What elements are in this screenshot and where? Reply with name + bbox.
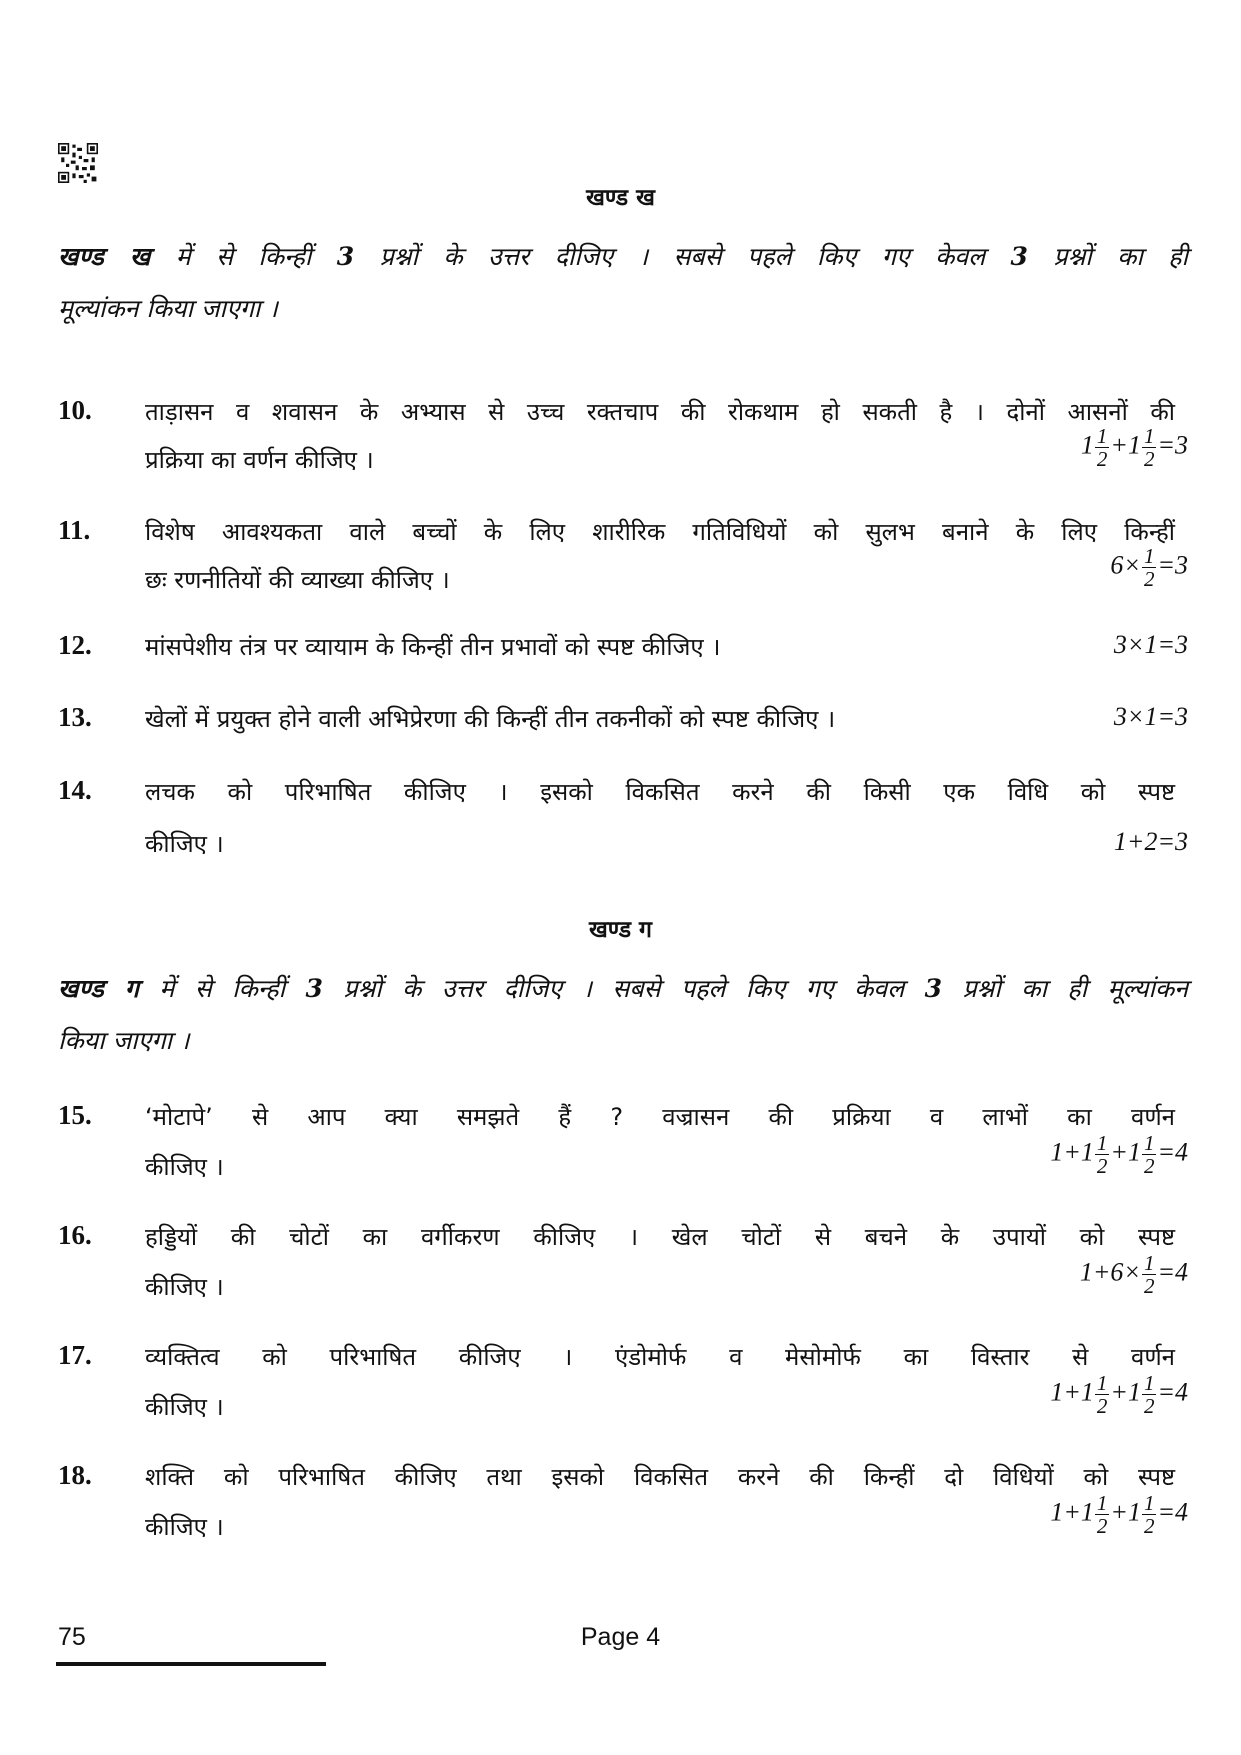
question-text-line1: खेलों में प्रयुक्त होने वाली अभिप्रेरणा की किन्हीं तीन तकनीकों को स्पष्ट कीजिए ।: [145, 705, 836, 733]
question-number: 18.: [58, 1460, 92, 1490]
question-text-line1: मांसपेशीय तंत्र पर व्यायाम के किन्हीं तीन प्रभावों को स्पष्ट कीजिए ।: [145, 633, 721, 661]
question-text-line1: ‘मोटापे’ से आप क्या समझते हैं ? वज्रासन की प्रक्रिया व लाभों का वर्णन: [145, 1103, 1175, 1131]
question-marks: 1 $\frac{1}{2}$ +1 $\frac{1}{2}$ =3: [1080, 424, 1188, 471]
question-marks: 1+2=3: [1113, 827, 1188, 856]
question-text-line1: हड्डियों की चोटों का वर्गीकरण कीजिए । खेल चोटों से बचने के उपायों को स्पष्ट: [145, 1223, 1175, 1251]
question-text-line2: कीजिए ।: [145, 1513, 224, 1541]
footer-divider: [56, 1662, 326, 1666]
question-marks: 1+6× $\frac{1}{2}$ =4: [1079, 1251, 1188, 1298]
question-marks: 3×1=3: [1113, 702, 1188, 731]
question-text-line2: छः रणनीतियों की व्याख्या कीजिए ।: [145, 566, 450, 594]
section-c-title: खण्ड ग: [588, 917, 652, 943]
section-b-instruction-line2: मूल्यांकन किया जाएगा ।: [58, 294, 278, 323]
question-marks: 1+1 $\frac{1}{2}$ +1 $\frac{1}{2}$ =4: [1050, 1491, 1188, 1538]
question-text-line2: प्रक्रिया का वर्णन कीजिए ।: [145, 446, 374, 474]
question-number: 13.: [58, 702, 92, 732]
question-number: 15.: [58, 1100, 92, 1130]
question-marks: 1+1 $\frac{1}{2}$ +1 $\frac{1}{2}$ =4: [1050, 1131, 1188, 1178]
question-marks: 6× $\frac{1}{2}$ =3: [1110, 544, 1188, 591]
page-number: Page 4: [580, 1623, 661, 1651]
paper-code: 75: [58, 1623, 86, 1651]
section-b-instruction-line1: खण्ड ख में से किन्हीं 3 प्रश्नों के उत्तर दीजिए । सबसे पहले किए गए केवल 3 प्रश्नों का ही: [58, 242, 1188, 271]
question-text-line2: कीजिए ।: [145, 1153, 224, 1181]
question-text-line1: शक्ति को परिभाषित कीजिए तथा इसको विकसित करने की किन्हीं दो विधियों को स्पष्ट: [145, 1463, 1175, 1491]
question-text-line2: कीजिए ।: [145, 830, 224, 858]
qr-code-icon: [58, 143, 98, 183]
section-c-instruction-line2: किया जाएगा ।: [58, 1026, 190, 1055]
section-c-instruction-line1: खण्ड ग में से किन्हीं 3 प्रश्नों के उत्तर दीजिए । सबसे पहले किए गए केवल 3 प्रश्नों का ही मूल्यांकन: [58, 974, 1189, 1003]
question-number: 17.: [58, 1340, 92, 1370]
question-text-line1: विशेष आवश्यकता वाले बच्चों के लिए शारीरिक गतिविधियों को सुलभ बनाने के लिए किन्हीं: [145, 518, 1175, 546]
question-text-line1: ताड़ासन व शवासन के अभ्यास से उच्च रक्तचाप की रोकथाम हो सकती है । दोनों आसनों की: [145, 398, 1175, 426]
question-marks: 3×1=3: [1113, 630, 1188, 659]
question-text-line2: कीजिए ।: [145, 1393, 224, 1421]
question-number: 11.: [58, 515, 91, 545]
question-marks: 1+1 $\frac{1}{2}$ +1 $\frac{1}{2}$ =4: [1050, 1371, 1188, 1418]
section-b-instruction: [58, 231, 1188, 335]
question-number: 12.: [58, 630, 92, 660]
question-number: 16.: [58, 1220, 92, 1250]
question-number: 10.: [58, 395, 92, 425]
question-number: 14.: [58, 775, 92, 805]
section-b-title: खण्ड ख: [586, 185, 655, 211]
question-text-line1: लचक को परिभाषित कीजिए । इसको विकसित करने की किसी एक विधि को स्पष्ट: [145, 778, 1175, 806]
question-text-line1: व्यक्तित्व को परिभाषित कीजिए । एंडोमोर्फ व मेसोमोर्फ का विस्तार से वर्णन: [145, 1343, 1175, 1371]
section-c-instruction: [58, 963, 1188, 1067]
question-text-line2: कीजिए ।: [145, 1273, 224, 1301]
